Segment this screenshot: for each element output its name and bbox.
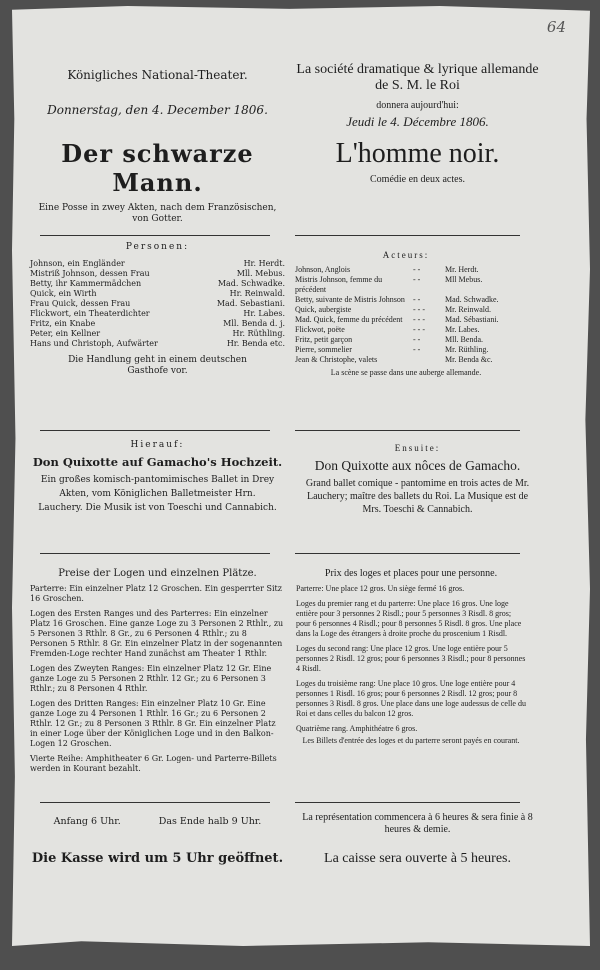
price-paragraph-fr: Parterre: Une place 12 gros. Un siège fermé 16 gros. <box>296 584 465 593</box>
box-office-de: Die Kasse wird um 5 Uhr geöffnet. <box>31 851 284 866</box>
second-title-de: Don Quixotte auf Gamacho's Hochzeit. <box>32 455 283 469</box>
play-title-de: Der schwarze Mann. <box>61 139 254 197</box>
divider-fr-4 <box>295 802 520 803</box>
cast-row-de: Johnson, ein Engländer Hr. Herdt. <box>30 259 285 268</box>
divider-fr-3 <box>295 553 520 554</box>
second-play-fr <box>290 443 545 516</box>
price-paragraph-fr: Loges du second rang: Une place 12 gros. Une loge entière pour 5 personnes 2 Risdl. 12 gros; pour 6 personnes 3 Risdl.; pour 8 personnes 4 Risdl. <box>296 644 526 673</box>
company-fr: La société dramatique & lyrique allemande de S. M. le Roi <box>296 62 539 93</box>
french-header <box>290 62 545 185</box>
setting-de: Die Handlung geht in einem deutschen Gasthofe vor. <box>68 355 247 376</box>
play-subtitle-fr: Comédie en deux actes. <box>370 174 465 185</box>
date-de: Donnerstag, den 4. December 1806. <box>47 103 268 117</box>
cast-row-fr: Jean & Christophe, valets Mr. Benda &c. <box>295 355 493 364</box>
prices-fr <box>296 568 526 746</box>
cast-heading-de: Personen: <box>125 242 190 252</box>
after-heading-fr: Ensuite: <box>394 443 441 453</box>
cast-row-fr: Johnson, Anglois - - Mr. Herdt. <box>295 265 479 274</box>
divider-de-3 <box>40 553 270 554</box>
price-paragraph-de: Parterre: Ein einzelner Platz 12 Groschen. Ein gesperrter Sitz 16 Groschen. <box>30 584 282 603</box>
cast-list-de <box>30 242 285 377</box>
second-play-de <box>30 440 285 515</box>
price-paragraph-de: Vierte Reihe: Amphitheater 6 Gr. Logen- und Parterre-Billets werden in Kourant bezahlt. <box>30 754 277 773</box>
play-title-fr: L'homme noir. <box>335 138 500 169</box>
page-number: 64 <box>546 18 566 36</box>
cast-row-fr: Mad. Quick, femme du précédent - - - Mad. Sébastiani. <box>295 315 499 324</box>
cast-row-de: Betty, ihr Kammermädchen Mad. Schwadke. <box>30 279 285 288</box>
cast-heading-fr: Acteurs: <box>382 250 430 260</box>
cast-row-fr: Flickwot, poëte - - - Mr. Labes. <box>295 325 480 334</box>
prices-de <box>30 568 285 774</box>
price-paragraph-fr: Quatrième rang. Amphithéatre 6 gros. <box>296 724 418 733</box>
cast-row-fr: Betty, suivante de Mistris Johnson - - Mad. Schwadke. <box>295 295 499 304</box>
second-title-fr: Don Quixotte aux nôces de Gamacho. <box>314 458 521 473</box>
date-fr: Jeudi le 4. Décembre 1806. <box>346 114 489 129</box>
price-paragraph-de: Logen des Dritten Ranges: Ein einzelner Platz 10 Gr. Eine ganze Loge zu 4 Personen 1 Rthlr. 16 Gr.; zu 6 Personen 2 Rthlr. 12 Gr.; zu 8 Personen 3 Rthlr. 8 Gr. Ein einzelner Platz in einer Loge über der Königlichen Loge und in den Balkon-Logen 12 Groschen. <box>30 699 276 748</box>
cast-list-fr <box>295 250 517 378</box>
times-fr: La représentation commencera à 6 heures & sera finie à 8 heures & demie. <box>302 812 533 835</box>
cast-row-fr: Quick, aubergiste - - - Mr. Reinwald. <box>295 305 491 314</box>
theatre-name-de: Königliches National-Theater. <box>67 68 248 82</box>
second-desc-fr: Grand ballet comique - pantomime en trois actes de Mr. Lauchery; maître des ballets du Roi. La Musique est de Mrs. Toeschi & Cannabich. <box>305 478 530 515</box>
start-time-de: Anfang 6 Uhr. <box>53 816 121 827</box>
after-heading-de: Hierauf: <box>130 440 185 450</box>
price-paragraph-fr: Loges du premier rang et du parterre: Une place 16 gros. Une loge entière pour 3 personnes 2 Risdl.; pour 5 personnes 3 Risdl. 8 gros; pour 6 personnes 4 Risdl.; pour 8 personnes 5 Risdl. 8 gros. Une place dans la Loge des étrangers à droite proche du proscenium 1 Risdl. <box>296 599 522 638</box>
cast-row-de: Mistriß Johnson, dessen Frau Mll. Mebus. <box>30 269 285 278</box>
times-de <box>30 816 285 827</box>
cast-row-de: Fritz, ein Knabe Mll. Benda d. j. <box>30 319 285 328</box>
german-header <box>30 68 285 225</box>
end-time-de: Das Ende halb 9 Uhr. <box>158 816 262 827</box>
price-paragraph-de: Logen des Zweyten Ranges: Ein einzelner Platz 12 Gr. Eine ganze Loge zu 5 Personen 2 Rthlr. 12 Gr.; zu 6 Personen 3 Rthlr.; zu 8 Personen 4 Rthlr. <box>30 664 272 693</box>
prices-title-de: Preise der Logen und einzelnen Plätze. <box>58 568 257 579</box>
setting-fr: La scène se passe dans une auberge allemande. <box>330 368 482 377</box>
cast-row-fr: Mistris Johnson, femme du précédent - - Mll Mebus. <box>295 275 483 294</box>
cast-row-de: Hans und Christoph, Aufwärter Hr. Benda etc. <box>30 339 285 348</box>
play-subtitle-de: Eine Posse in zwey Akten, nach dem Französischen, von Gotter. <box>38 203 277 224</box>
announce-fr: donnera aujourd'hui: <box>376 100 459 111</box>
cast-row-de: Flickwort, ein Theaterdichter Hr. Labes. <box>30 309 285 318</box>
box-office-fr: La caisse sera ouverte à 5 heures. <box>324 851 511 866</box>
price-paragraph-de: Logen des Ersten Ranges und des Parterres: Ein einzelner Platz 16 Groschen. Eine ganze Loge zu 3 Personen 2 Rthlr., zu 5 Personen 3 Rthlr. 8 Gr., zu 6 Personen 4 Rthlr.; zu 8 Personen 5 Rthlr. 8 Gr. Ein einzelner Platz in der sogenannten Fremden-Loge rechter Hand zunächst am Theater 1 Rthlr. <box>30 609 284 658</box>
cast-row-fr: Pierre, sommelier - - Mr. Rüthling. <box>295 345 489 354</box>
divider-fr-2 <box>295 430 520 431</box>
cast-row-de: Quick, ein Wirth Hr. Reinwald. <box>30 289 285 298</box>
divider-fr-1 <box>295 235 520 236</box>
cast-row-de: Frau Quick, dessen Frau Mad. Sebastiani. <box>30 299 285 308</box>
divider-de-2 <box>40 430 270 431</box>
cast-row-de: Peter, ein Kellner Hr. Rüthling. <box>30 329 285 338</box>
second-desc-de: Ein großes komisch-pantomimisches Ballet in Drey Akten, vom Königlichen Balletmeister Hrn. Lauchery. Die Musik ist von Toeschi und Cannabich. <box>38 475 277 513</box>
divider-de-4 <box>40 802 270 803</box>
divider-de-1 <box>40 235 270 236</box>
cast-row-fr: Fritz, petit garçon - - Mll. Benda. <box>295 335 483 344</box>
price-paragraph-fr: Loges du troisième rang: Une place 10 gros. Une loge entière pour 4 personnes 1 Risdl. 16 gros; pour 6 personnes 2 Risdl. 12 gros; pour 8 personnes 3 Risdl. 8 gros. Une place dans une loge audessus de celle du Roi et dans celles du balcon 12 gros. <box>296 679 526 718</box>
price-paragraph-fr: Les Billets d'entrée des loges et du parterre seront payés en courant. <box>302 736 520 745</box>
prices-title-fr: Prix des loges et places pour une personne. <box>324 568 498 579</box>
